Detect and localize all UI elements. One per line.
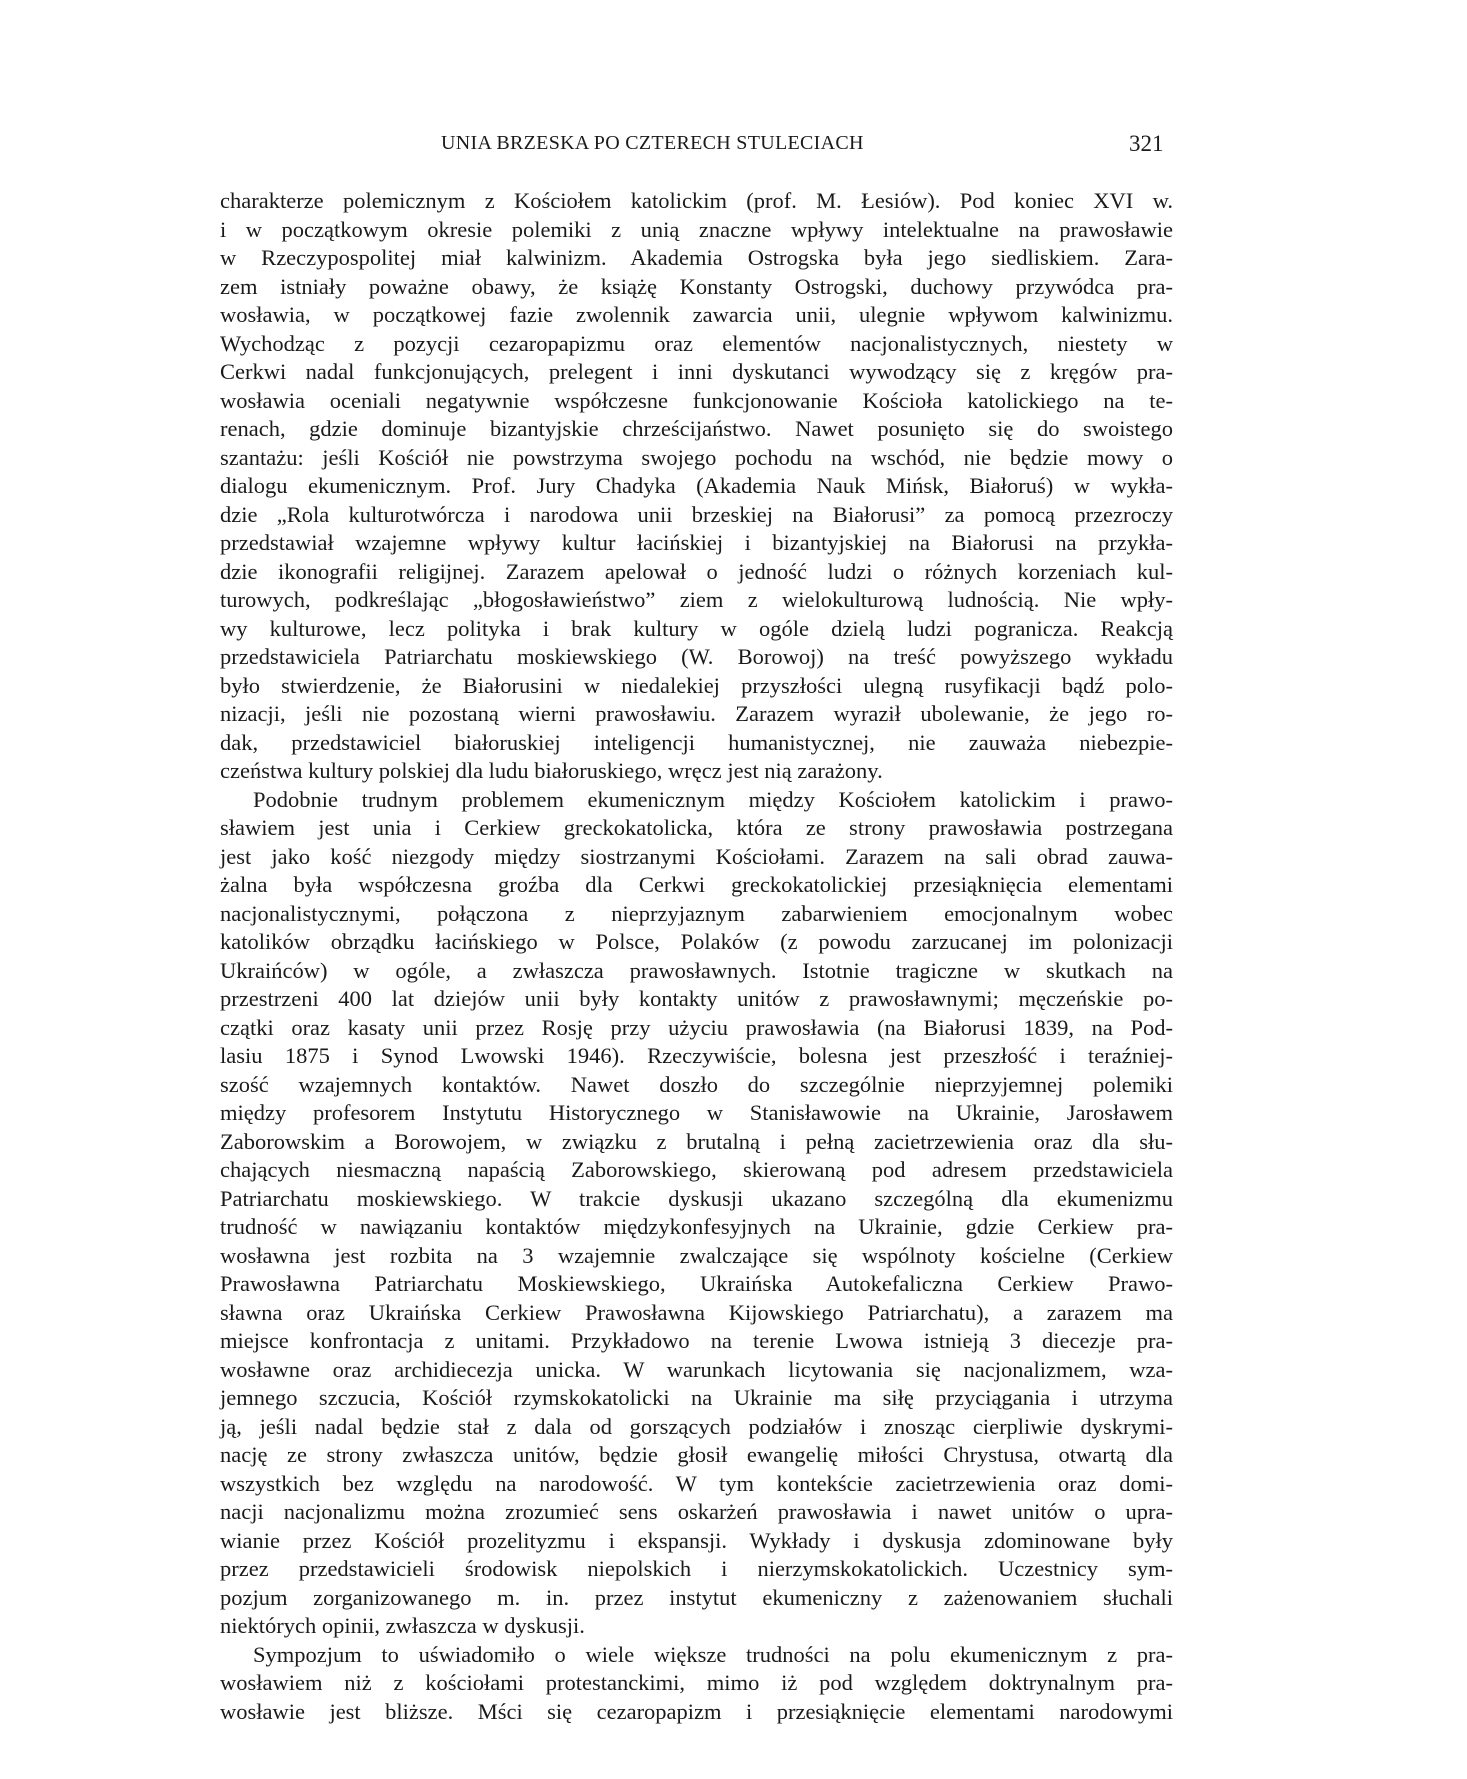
line-text: nizacji, jeśli nie pozostaną wierni prawosławiu. Zarazem wyraził ubolewanie, że jego ro-: [220, 701, 1173, 726]
line-text: Patriarchatu moskiewskiego. W trakcie dyskusji ukazano szczególną dla ekumenizmu: [220, 1185, 1173, 1211]
line-text: trudność w nawiązaniu kontaktów międzykonfesyjnych na Ukrainie, gdzie Cerkiew pra-: [220, 1214, 1173, 1239]
text-line: [220, 1156, 1173, 1185]
text-line: [220, 187, 1173, 216]
line-text: sławna oraz Ukraińska Cerkiew Prawosławna Kijowskiego Patriarchatu), a zarazem ma: [220, 1299, 1173, 1325]
text-line: [220, 1242, 1173, 1271]
text-line: [220, 757, 1173, 786]
text-line: [220, 1384, 1173, 1413]
text-line: [220, 1498, 1173, 1527]
text-line: [220, 957, 1173, 986]
text-line: [220, 472, 1173, 501]
text-line: [220, 1014, 1173, 1043]
line-text: czeństwa kultury polskiej dla ludu białoruskiego, wręcz jest nią zarażony.: [220, 758, 883, 783]
line-text: niektórych opinii, zwłaszcza w dyskusji.: [220, 1613, 585, 1638]
text-line: [220, 1612, 1173, 1641]
line-text: katolików obrządku łacińskiego w Polsce, Polaków (z powodu zarzucanej im polonizacji: [220, 929, 1173, 954]
text-line: [220, 1555, 1173, 1584]
line-text: czątki oraz kasaty unii przez Rosję przy użyciu prawosławia (na Białorusi 1839, na Pod-: [220, 1014, 1173, 1040]
line-text: wosławne oraz archidiecezja unicka. W warunkach licytowania się nacjonalizmem, wza-: [220, 1356, 1173, 1382]
line-text: przedstawiał wzajemne wpływy kultur łacińskiej i bizantyjskiej na Białorusi na przykła-: [220, 530, 1173, 555]
line-text: turowych, podkreślając „błogosławieństwo” ziem z wielokulturową ludnością. Nie wpły-: [220, 587, 1173, 612]
line-text: nacjonalistycznymi, połączona z nieprzyjaznym zabarwieniem emocjonalnym wobec: [220, 900, 1173, 926]
body-text: [220, 187, 1173, 1726]
line-text: Cerkwi nadal funkcjonujących, prelegent i inni dyskutanci wywodzący się z kręgów pra-: [220, 359, 1173, 384]
text-line: [220, 301, 1173, 330]
line-text: jemnego szczucia, Kościół rzymskokatolicki na Ukrainie ma siłę przyciągania i utrzyma: [220, 1385, 1173, 1410]
line-text: Wychodząc z pozycji cezaropapizmu oraz elementów nacjonalistycznych, niestety w: [220, 330, 1173, 356]
line-text: Zaborowskim a Borowojem, w związku z brutalną i pełną zacietrzewienia oraz dla słu-: [220, 1128, 1173, 1154]
text-line: [220, 814, 1173, 843]
text-line: [220, 387, 1173, 416]
running-head-title: UNIA BRZESKA PO CZTERECH STULECIACH: [441, 132, 864, 154]
text-line: [220, 985, 1173, 1014]
text-line: [220, 900, 1173, 929]
text-line: [220, 1470, 1173, 1499]
line-text: miejsce konfrontacja z unitami. Przykładowo na terenie Lwowa istnieją 3 diecezje pra-: [220, 1328, 1173, 1353]
text-line: [220, 729, 1173, 758]
line-text: i w początkowym okresie polemiki z unią znaczne wpływy intelektualne na prawosławie: [220, 216, 1173, 242]
line-text: ją, jeśli nadal będzie stał z dala od gorszących podziałów i znosząc cierpliwie dyskrymi-: [220, 1413, 1173, 1439]
line-text: przez przedstawicieli środowisk niepolskich i nierzymskokatolickich. Uczestnicy sym-: [220, 1556, 1173, 1581]
text-line: [220, 1185, 1173, 1214]
line-text: wosławiem niż z kościołami protestanckimi, mimo iż pod względem doktrynalnym pra-: [220, 1670, 1173, 1695]
line-text: szantażu: jeśli Kościół nie powstrzyma swojego pochodu na wschód, nie będzie mowy o: [220, 444, 1173, 470]
text-line: [220, 244, 1173, 273]
line-text: charakterze polemicznym z Kościołem katolickim (prof. M. Łesiów). Pod koniec XVI w.: [220, 188, 1173, 213]
line-text: chających niesmaczną napaścią Zaborowskiego, skierowaną pod adresem przedstawiciela: [220, 1157, 1173, 1182]
line-text: zem istniały poważne obawy, że książę Konstanty Ostrogski, duchowy przywódca pra-: [220, 273, 1173, 299]
text-line: [220, 786, 1173, 815]
line-text: wszystkich bez względu na narodowość. W tym kontekście zacietrzewienia oraz domi-: [220, 1470, 1173, 1496]
line-text: sławiem jest unia i Cerkiew greckokatolicka, która ze strony prawosławia postrzegana: [220, 815, 1173, 840]
line-text: pozjum zorganizowanego m. in. przez instytut ekumeniczny z zażenowaniem słuchali: [220, 1584, 1173, 1610]
line-text: Prawosławna Patriarchatu Moskiewskiego, Ukraińska Autokefaliczna Cerkiew Prawo-: [220, 1271, 1173, 1296]
text-line: [220, 1669, 1173, 1698]
text-line: [220, 415, 1173, 444]
line-text: jest jako kość niezgody między siostrzanymi Kościołami. Zarazem na sali obrad zauwa-: [220, 843, 1173, 869]
text-line: [220, 1270, 1173, 1299]
line-text: renach, gdzie dominuje bizantyjskie chrześcijaństwo. Nawet posunięto się do swoistego: [220, 416, 1173, 441]
line-text: wianie przez Kościół prozelityzmu i ekspansji. Wykłady i dyskusja zdominowane były: [220, 1527, 1173, 1553]
text-line: [220, 1441, 1173, 1470]
text-line: [220, 216, 1173, 245]
text-line: [220, 1698, 1173, 1727]
line-text: wy kulturowe, lecz polityka i brak kultury w ogóle dzielą ludzi pogranicza. Reakcją: [220, 615, 1173, 641]
line-text: wosławna jest rozbita na 3 wzajemnie zwalczające się wspólnoty kościelne (Cerkiew: [220, 1242, 1173, 1268]
page-number: 321: [1129, 131, 1164, 156]
text-line: [220, 843, 1173, 872]
line-text: lasiu 1875 i Synod Lwowski 1946). Rzeczywiście, bolesna jest przeszłość i teraźniej-: [220, 1043, 1173, 1068]
line-text: nację ze strony zwłaszcza unitów, będzie głosił ewangelię miłości Chrystusa, otwartą dla: [220, 1442, 1173, 1467]
line-text: między profesorem Instytutu Historycznego w Stanisławowie na Ukrainie, Jarosławem: [220, 1100, 1173, 1125]
text-line: [220, 529, 1173, 558]
text-line: [220, 1299, 1173, 1328]
line-text: przedstawiciela Patriarchatu moskiewskiego (W. Borowoj) na treść powyższego wykładu: [220, 644, 1173, 669]
line-text: było stwierdzenie, że Białorusini w niedalekiej przyszłości ulegną rusyfikacji bądź polo-: [220, 672, 1173, 698]
text-line: [220, 1213, 1173, 1242]
text-line: [220, 1641, 1173, 1670]
text-line: [220, 558, 1173, 587]
text-line: [220, 643, 1173, 672]
text-line: [220, 672, 1173, 701]
text-line: [220, 1356, 1173, 1385]
text-line: [220, 700, 1173, 729]
text-line: [220, 358, 1173, 387]
text-line: [220, 273, 1173, 302]
line-text: nacji nacjonalizmu można zrozumieć sens oskarżeń prawosławia i nawet unitów o upra-: [220, 1499, 1173, 1524]
line-text: wosławia oceniali negatywnie współczesne funkcjonowanie Kościoła katolickiego na te-: [220, 387, 1173, 413]
line-text: dzie „Rola kulturotwórcza i narodowa unii brzeskiej na Białorusi” za pomocą przezroczy: [220, 501, 1173, 527]
text-line: [220, 444, 1173, 473]
text-line: [220, 615, 1173, 644]
text-line: [220, 1128, 1173, 1157]
line-text: wosławie jest bliższe. Mści się cezaropapizm i przesiąknięcie elementami narodowymi: [220, 1698, 1173, 1724]
line-text: przestrzeni 400 lat dziejów unii były kontakty unitów z prawosławnymi; męczeńskie po-: [220, 986, 1173, 1011]
line-text: szość wzajemnych kontaktów. Nawet doszło do szczególnie nieprzyjemnej polemiki: [220, 1071, 1173, 1097]
text-line: [220, 1584, 1173, 1613]
line-text: dialogu ekumenicznym. Prof. Jury Chadyka (Akademia Nauk Mińsk, Białoruś) w wykła-: [220, 473, 1173, 498]
line-text: w Rzeczypospolitej miał kalwinizm. Akademia Ostrogska była jego siedliskiem. Zara-: [220, 245, 1173, 270]
line-text: dzie ikonografii religijnej. Zarazem apelował o jedność ludzi o różnych korzeniach kul-: [220, 558, 1173, 584]
text-line: [220, 1042, 1173, 1071]
text-line: [220, 501, 1173, 530]
text-line: [220, 1413, 1173, 1442]
text-line: [220, 928, 1173, 957]
line-text: Sympozjum to uświadomiło o wiele większe trudności na polu ekumenicznym z pra-: [253, 1641, 1173, 1667]
line-text: Podobnie trudnym problemem ekumenicznym między Kościołem katolickim i prawo-: [253, 786, 1173, 812]
line-text: Ukraińców) w ogóle, a zwłaszcza prawosławnych. Istotnie tragiczne w skutkach na: [220, 957, 1173, 983]
text-line: [220, 586, 1173, 615]
text-line: [220, 1327, 1173, 1356]
text-line: [220, 330, 1173, 359]
text-line: [220, 871, 1173, 900]
text-line: [220, 1099, 1173, 1128]
line-text: żalna była współczesna groźba dla Cerkwi greckokatolickiej przesiąknięcia elementami: [220, 872, 1173, 897]
text-line: [220, 1527, 1173, 1556]
text-line: [220, 1071, 1173, 1100]
line-text: dak, przedstawiciel białoruskiej inteligencji humanistycznej, nie zauważa niebezpie-: [220, 729, 1173, 755]
line-text: wosławia, w początkowej fazie zwolennik zawarcia unii, ulegnie wpływom kalwinizmu.: [220, 302, 1173, 327]
